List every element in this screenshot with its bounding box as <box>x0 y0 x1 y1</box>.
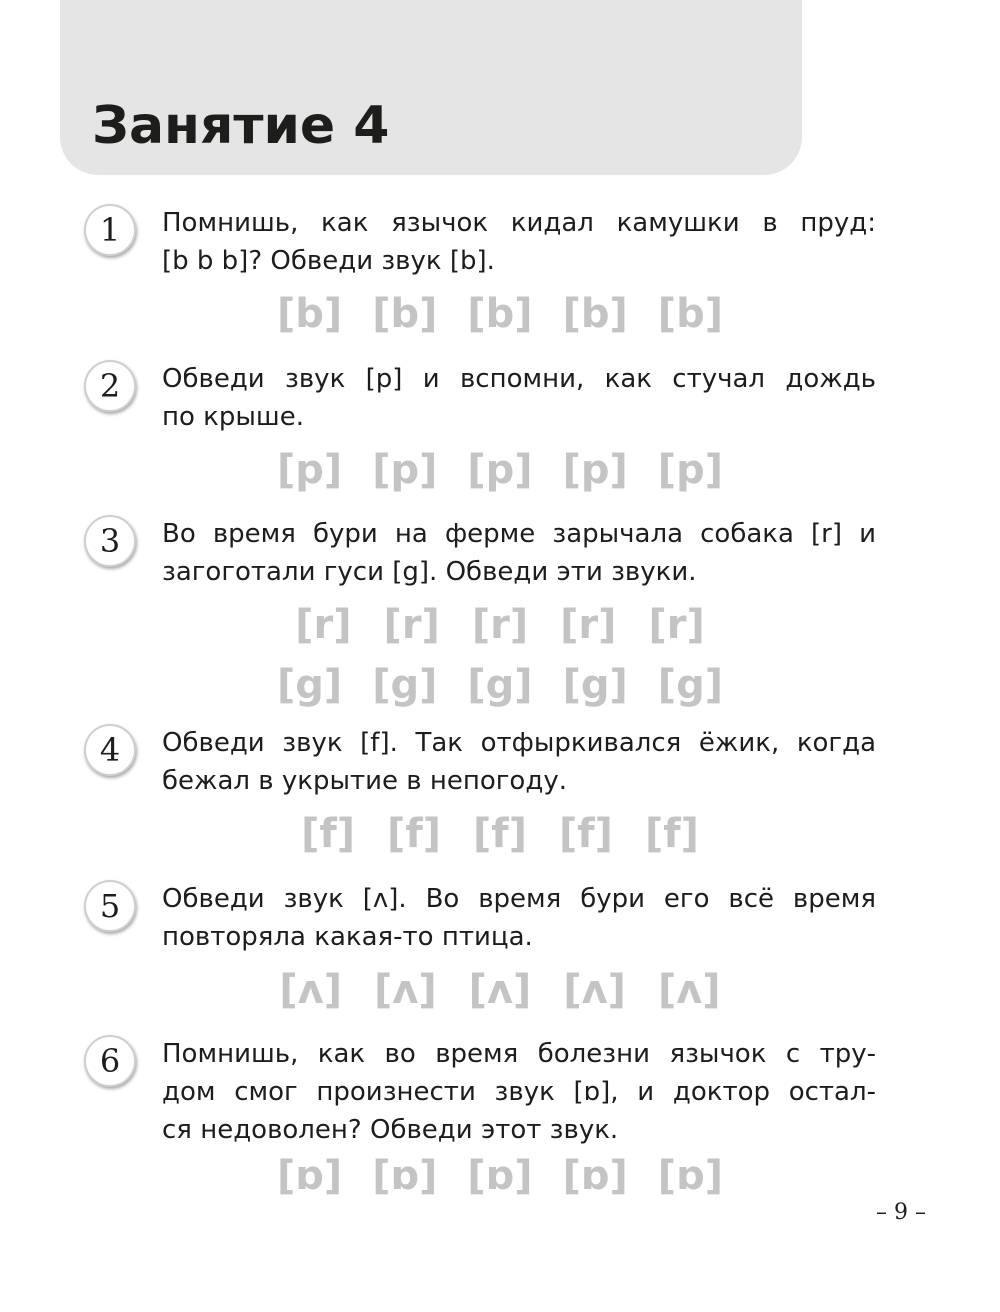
sound-symbol[interactable]: [p] <box>276 447 343 493</box>
task-number-badge: 1 <box>84 204 136 256</box>
task-number-badge: 3 <box>84 515 136 567</box>
sound-symbol[interactable]: [r] <box>560 602 617 648</box>
sound-symbol[interactable]: [g] <box>562 662 628 708</box>
sound-symbol[interactable]: [ʌ] <box>468 967 532 1013</box>
sound-symbol[interactable]: [f] <box>387 811 442 857</box>
sound-row <box>0 812 1000 856</box>
sound-symbol[interactable]: [r] <box>648 602 705 648</box>
sound-symbol[interactable]: [r] <box>383 602 440 648</box>
page-title: Занятие 4 <box>92 96 390 156</box>
sound-symbol[interactable]: [ɒ] <box>276 1153 343 1199</box>
sound-row <box>0 663 1000 707</box>
task-text-line: повторяла какая-то птица. <box>162 922 533 952</box>
sound-symbol[interactable]: [p] <box>657 447 723 493</box>
task-number-badge: 5 <box>84 880 136 932</box>
task-text <box>162 1035 876 1149</box>
sound-symbol[interactable]: [b] <box>467 291 533 337</box>
task-text-line: Обведи звук [ʌ]. Во время бури его всё время <box>162 884 876 914</box>
task-text <box>162 204 876 280</box>
task-text-line: Обведи звук [f]. Так отфыркивался ёжик, когда <box>162 728 876 758</box>
sound-symbol[interactable]: [r] <box>471 602 529 648</box>
task-text-line: по крыше. <box>162 402 304 432</box>
sound-symbol[interactable]: [ɒ] <box>657 1153 723 1199</box>
sound-symbol[interactable]: [b] <box>372 291 438 337</box>
task-number-badge: 6 <box>84 1035 136 1087</box>
sound-row <box>0 448 1000 492</box>
sound-symbol[interactable]: [g] <box>276 662 343 708</box>
sound-symbol[interactable]: [p] <box>562 447 628 493</box>
sound-row <box>0 292 1000 336</box>
sound-symbol[interactable]: [b] <box>657 291 723 337</box>
task-text-line: Помнишь, как язычок кидал камушки в пруд: <box>162 208 876 238</box>
sound-symbol[interactable]: [ʌ] <box>657 967 721 1013</box>
sound-symbol[interactable]: [g] <box>657 662 723 708</box>
sound-symbol[interactable]: [ɒ] <box>372 1153 438 1199</box>
task-text-line: Помнишь, как во время болезни язычок с тру- <box>162 1039 876 1069</box>
sound-symbol[interactable]: [f] <box>644 811 699 857</box>
task-text-line: Во время бури на ферме зарычала собака [r] и <box>162 519 876 549</box>
task-text <box>162 880 876 956</box>
task-number-badge: 2 <box>84 360 136 412</box>
sound-symbol[interactable]: [p] <box>372 447 438 493</box>
sound-symbol[interactable]: [f] <box>473 811 527 857</box>
task-number-badge: 4 <box>84 724 136 776</box>
sound-symbol[interactable]: [ʌ] <box>374 967 437 1013</box>
sound-symbol[interactable]: [g] <box>372 662 438 708</box>
sound-row <box>0 603 1000 647</box>
task-text <box>162 515 876 591</box>
sound-symbol[interactable]: [b] <box>276 291 343 337</box>
task-text-line: ся недоволен? Обведи этот звук. <box>162 1115 619 1145</box>
sound-symbol[interactable]: [ʌ] <box>563 967 626 1013</box>
sound-symbol[interactable]: [ɒ] <box>562 1153 628 1199</box>
task-text-line: загоготали гуси [g]. Обведи эти звуки. <box>162 557 697 587</box>
sound-symbol[interactable]: [r] <box>295 602 352 648</box>
task-text-line: бежал в укрытие в непогоду. <box>162 766 567 796</box>
sound-symbol[interactable]: [f] <box>301 811 356 857</box>
sound-symbol[interactable]: [ʌ] <box>279 967 343 1013</box>
task-text <box>162 360 876 436</box>
sound-symbol[interactable]: [f] <box>558 811 613 857</box>
sound-symbol[interactable]: [p] <box>467 447 533 493</box>
task-text-line: дом смог произнести звук [ɒ], и доктор остал- <box>162 1077 876 1107</box>
sound-row <box>0 1154 1000 1198</box>
page-number: – 9 – <box>876 1200 926 1225</box>
sound-symbol[interactable]: [g] <box>467 662 533 708</box>
task-text <box>162 724 876 800</box>
task-text-line: Обведи звук [p] и вспомни, как стучал дождь <box>162 364 876 394</box>
task-text-line: [b b b]? Обведи звук [b]. <box>162 246 495 276</box>
sound-row <box>0 968 1000 1012</box>
sound-symbol[interactable]: [b] <box>562 291 628 337</box>
sound-symbol[interactable]: [ɒ] <box>467 1153 533 1199</box>
